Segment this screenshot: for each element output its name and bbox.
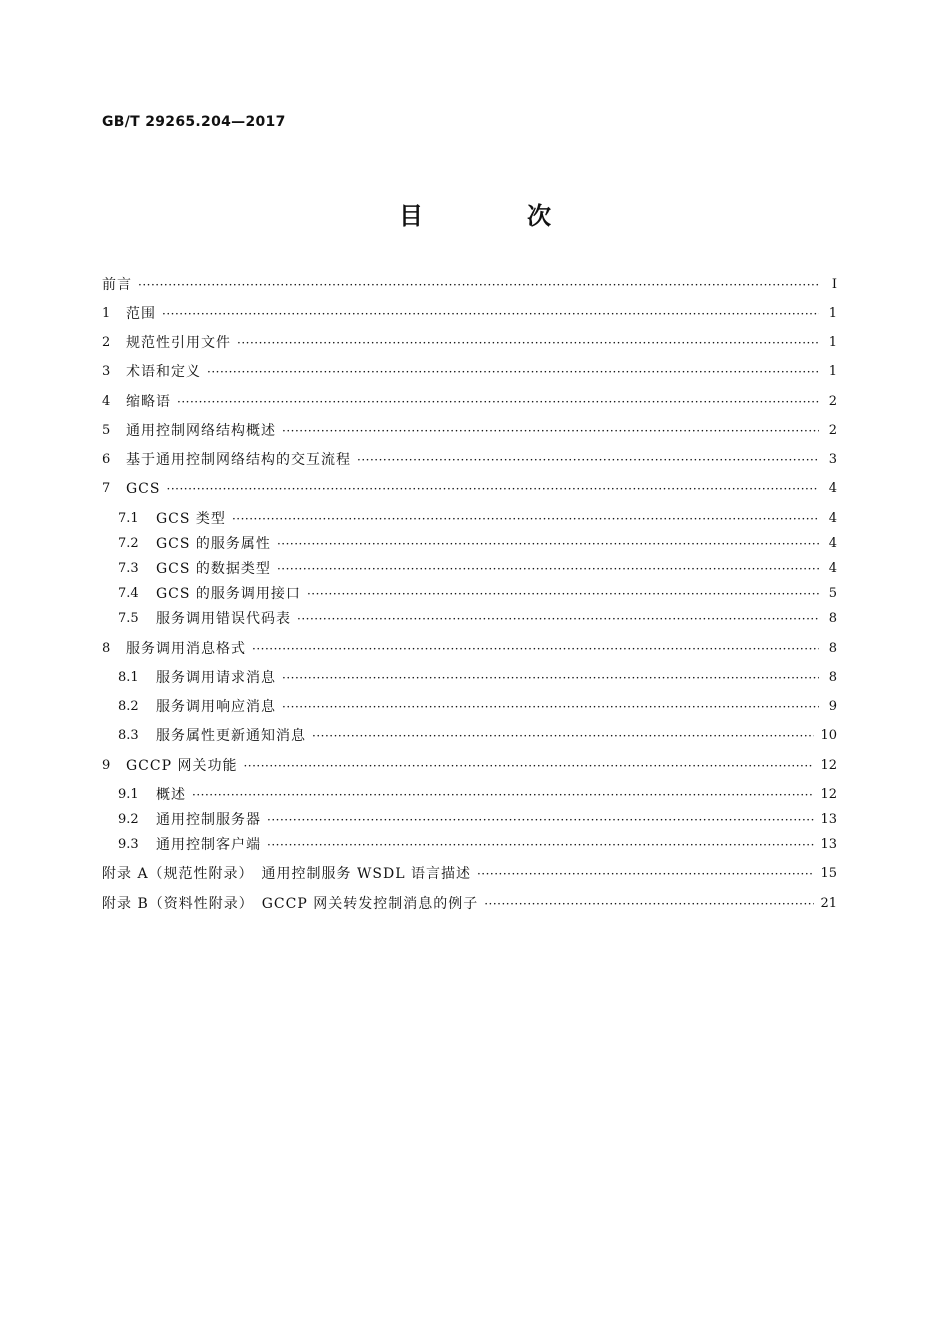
toc-entry-number: 8.3 xyxy=(118,728,139,743)
toc-entry[interactable] xyxy=(102,332,837,354)
toc-entry-label: 缩略语 xyxy=(126,394,171,410)
dot-leader xyxy=(282,667,819,689)
standard-code: GB/T 29265.204—2017 xyxy=(102,114,286,130)
toc-entry-page: 4 xyxy=(828,511,837,526)
toc-entry-number: 2 xyxy=(102,335,111,350)
toc-entry-page: 4 xyxy=(828,481,837,496)
dot-leader xyxy=(307,583,819,605)
toc-entry-label: 服务属性更新通知消息 xyxy=(156,728,306,744)
toc-entry[interactable] xyxy=(118,784,837,806)
dot-leader xyxy=(162,303,819,325)
toc-entry[interactable] xyxy=(118,558,837,580)
toc-entry-page: 13 xyxy=(820,812,837,827)
toc-entry-number: 7 xyxy=(102,481,111,496)
toc-entry-number: 1 xyxy=(102,306,111,321)
toc-entry-label: GCCP 网关功能 xyxy=(126,758,238,774)
toc-entry-number: 7.4 xyxy=(118,586,139,601)
toc-entry-page: 4 xyxy=(828,561,837,576)
dot-leader xyxy=(192,784,814,806)
dot-leader xyxy=(477,863,814,885)
toc-entry[interactable] xyxy=(102,863,837,885)
toc-entry-label: GCS 的服务属性 xyxy=(156,536,271,552)
toc-entry-label: 基于通用控制网络结构的交互流程 xyxy=(126,452,351,468)
toc-entry-label: 范围 xyxy=(126,306,156,322)
toc-entry[interactable] xyxy=(118,533,837,555)
toc-entry-page: 8 xyxy=(828,670,837,685)
toc-entry-label: 前言 xyxy=(102,277,132,293)
toc-entry[interactable] xyxy=(102,420,837,442)
dot-leader xyxy=(237,332,819,354)
dot-leader xyxy=(177,391,819,413)
dot-leader xyxy=(282,420,819,442)
toc-entry-label: GCS xyxy=(126,481,161,497)
toc-entry[interactable] xyxy=(102,893,837,915)
toc-entry-number: 8 xyxy=(102,641,111,656)
toc-entry-label: GCS 的数据类型 xyxy=(156,561,271,577)
toc-entry-label: 术语和定义 xyxy=(126,364,201,380)
toc-entry-number: 6 xyxy=(102,452,111,467)
toc-entry-label: 通用控制服务器 xyxy=(156,812,261,828)
toc-entry-label: 规范性引用文件 xyxy=(126,335,231,351)
toc-entry-page: 12 xyxy=(820,787,837,802)
toc-entry[interactable] xyxy=(118,667,837,689)
dot-leader xyxy=(252,638,819,660)
toc-entry-page: 1 xyxy=(828,306,837,321)
toc-entry-page: 1 xyxy=(828,364,837,379)
toc-entry-number: 7.3 xyxy=(118,561,139,576)
toc-entry[interactable] xyxy=(102,303,837,325)
toc-entry-number: 9 xyxy=(102,758,111,773)
toc-entry-page: 2 xyxy=(828,423,837,438)
dot-leader xyxy=(282,696,819,718)
toc-entry-label: 概述 xyxy=(156,787,186,803)
toc-entry-number: 9.2 xyxy=(118,812,139,827)
toc-entry-number: 5 xyxy=(102,423,111,438)
toc-entry-label: 服务调用消息格式 xyxy=(126,641,246,657)
toc-entry-page: 1 xyxy=(828,335,837,350)
dot-leader xyxy=(232,508,819,530)
toc-entry-page: 4 xyxy=(828,536,837,551)
toc-entry-number: 8.1 xyxy=(118,670,139,685)
toc-entry-page: 21 xyxy=(820,896,837,911)
dot-leader xyxy=(484,893,814,915)
dot-leader xyxy=(312,725,814,747)
toc-entry[interactable] xyxy=(102,274,837,296)
toc-entry-number: 9.1 xyxy=(118,787,139,802)
toc-entry-number: 4 xyxy=(102,394,111,409)
toc-entry-label: 服务调用错误代码表 xyxy=(156,611,291,627)
toc-entry[interactable] xyxy=(118,583,837,605)
dot-leader xyxy=(243,755,814,777)
toc-entry-label: 附录 A（规范性附录） 通用控制服务 WSDL 语言描述 xyxy=(102,866,471,882)
dot-leader xyxy=(207,361,819,383)
toc-entry[interactable] xyxy=(118,834,837,856)
toc-entry-label: 通用控制网络结构概述 xyxy=(126,423,276,439)
toc-entry-label: 服务调用请求消息 xyxy=(156,670,276,686)
toc-entry-label: GCS 的服务调用接口 xyxy=(156,586,301,602)
toc-entry-number: 9.3 xyxy=(118,837,139,852)
toc-entry[interactable] xyxy=(102,361,837,383)
dot-leader xyxy=(138,274,819,296)
toc-entry[interactable] xyxy=(118,608,837,630)
toc-entry[interactable] xyxy=(102,638,837,660)
toc-entry[interactable] xyxy=(102,391,837,413)
toc-entry-label: 通用控制客户端 xyxy=(156,837,261,853)
toc-entry-page: 15 xyxy=(820,866,837,881)
toc-entry-page: 12 xyxy=(820,758,837,773)
toc-entry-page: 10 xyxy=(820,728,837,743)
toc-entry[interactable] xyxy=(102,449,837,471)
toc-entry-page: 3 xyxy=(828,452,837,467)
dot-leader xyxy=(167,478,820,500)
toc-entry-page: 2 xyxy=(828,394,837,409)
toc-entry-label: GCS 类型 xyxy=(156,511,226,527)
dot-leader xyxy=(277,533,819,555)
toc-entry-label: 服务调用响应消息 xyxy=(156,699,276,715)
toc-entry-label: 附录 B（资料性附录） GCCP 网关转发控制消息的例子 xyxy=(102,896,479,912)
toc-entry[interactable] xyxy=(118,508,837,530)
toc-entry-number: 3 xyxy=(102,364,111,379)
toc-entry[interactable] xyxy=(102,755,837,777)
toc-entry-number: 7.2 xyxy=(118,536,139,551)
toc-entry-page: 5 xyxy=(828,586,837,601)
toc-entry-page: 9 xyxy=(828,699,837,714)
toc-entry-number: 7.1 xyxy=(118,511,139,526)
toc-entry-page: Ⅰ xyxy=(831,277,837,292)
toc-entry[interactable] xyxy=(118,696,837,718)
toc-entry[interactable] xyxy=(118,725,837,747)
toc-entry-number: 8.2 xyxy=(118,699,139,714)
toc-entry[interactable] xyxy=(118,809,837,831)
dot-leader xyxy=(277,558,819,580)
toc-title: 目 次 xyxy=(399,202,591,230)
dot-leader xyxy=(357,449,819,471)
toc-entry[interactable] xyxy=(102,478,837,500)
toc-entry-page: 8 xyxy=(828,611,837,626)
dot-leader xyxy=(267,809,814,831)
toc-entry-page: 8 xyxy=(828,641,837,656)
toc-entry-page: 13 xyxy=(820,837,837,852)
toc-entry-number: 7.5 xyxy=(118,611,139,626)
dot-leader xyxy=(297,608,819,630)
dot-leader xyxy=(267,834,814,856)
